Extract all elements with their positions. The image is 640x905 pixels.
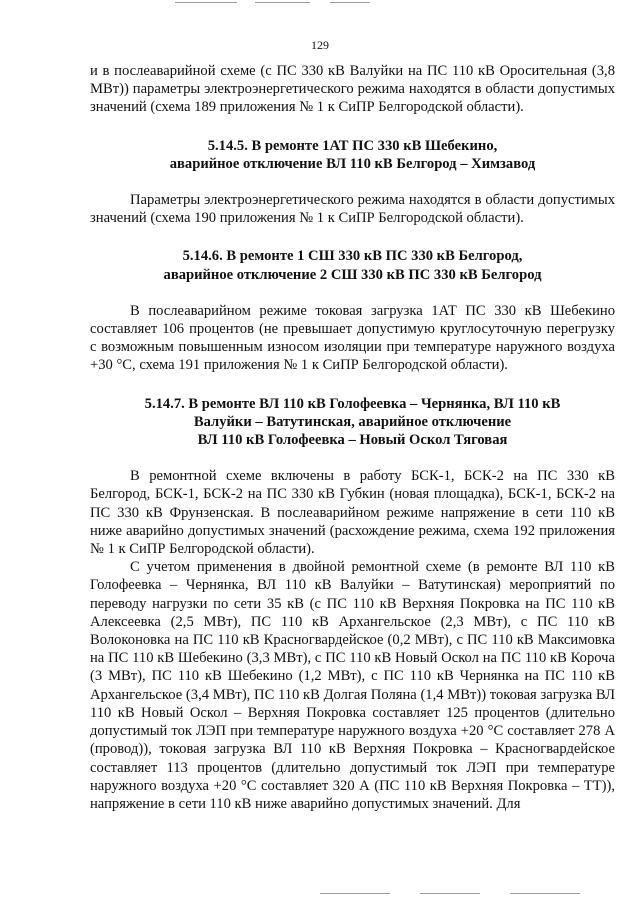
paragraph: С учетом применения в двойной ремонтной схеме (в ремонте ВЛ 110 кВ Голофеевка – Чернянка, ВЛ 110 кВ Валуйки – Ватутинская) мероприятий по переводу нагрузки по сети 35 кВ (с ПС 110 кВ Верхняя Покровка на ПС 110 кВ Алексеевка (2,5 МВт), ПС 110 кВ Архангельское (2,3 МВт), с ПС 110 кВ Волоконовка на ПС 110 кВ Красногвардейское (0,2 МВт), с ПС 110 кВ Максимовка на ПС 110 кВ Шебекино (3,3 МВт), с ПС 110 кВ Новый Оскол на ПС 110 кВ Короча (3 МВт), ПС 110 кВ Шебекино (1,2 МВт), с ПС 110 кВ Чернянка на ПС 110 кВ Архангельское (3,4 МВт), ПС 110 кВ Долгая Поляна (1,4 МВт)) токовая загрузка ВЛ 110 кВ Новый Оскол – Верхняя Покровка составляет 125 процентов (длительно допустимый ток ЛЭП при температуре наружного воздуха +20 °С составляет 278 А (провод)), токовая загрузка ВЛ 110 кВ Верхняя Покровка – Красногвардейское составляет 113 процентов (длительно допустимый ток ЛЭП при температуре наружного воздуха +20 °С составляет 320 А (ПС 110 кВ Верхняя Покровка – ТТ)), напряжение в сети 110 кВ ниже аварийно допустимых значений. Для xyxy=(90,559,615,812)
paragraph: В ремонтной схеме включены в работу БСК-1, БСК-2 на ПС 330 кВ Белгород, БСК-1, БСК-2 на ПС 330 кВ Губкин (новая площадка), БСК-1, БСК-2 на ПС 330 кВ Фрунзенская. В послеаварийном режиме напряжение в сети 110 кВ ниже аварийно допустимых значений (расхождение режима, схема 192 приложения № 1 к СиПР Белгородской области). xyxy=(90,468,615,558)
heading-line: 5.14.5. В ремонте 1АТ ПС 330 кВ Шебекино, xyxy=(207,137,498,154)
heading-line: аварийное отключение 2 СШ 330 кВ ПС 330 кВ Белгород xyxy=(163,266,542,283)
top-scan-line xyxy=(175,2,237,3)
paragraph: В послеаварийном режиме токовая загрузка 1АТ ПС 330 кВ Шебекино составляет 106 процентов (не превышает допустимую круглосуточную перегрузку с возможным повышенным износом изоляции при температуре наружного воздуха +30 °С, схема 191 приложения № 1 к СиПР Белгородской области). xyxy=(90,302,615,374)
bottom-scan-line xyxy=(420,893,480,894)
paragraph: и в послеаварийной схеме (с ПС 330 кВ Валуйки на ПС 110 кВ Оросительная (3,8 МВт)) параметры электроэнергетического режима находятся в области допустимых значений (схема 189 приложения № 1 к СиПР Белгородской области). xyxy=(90,63,615,116)
section-heading xyxy=(90,247,615,283)
heading-line: Валуйки – Ватутинская, аварийное отключение xyxy=(193,413,512,430)
page-number: 129 xyxy=(311,38,329,52)
top-scan-line xyxy=(255,2,310,3)
heading-line: ВЛ 110 кВ Голофеевка – Новый Оскол Тяговая xyxy=(197,432,508,449)
document-body xyxy=(90,62,615,813)
paragraph: Параметры электроэнергетического режима находятся в области допустимых значений (схема 190 приложения № 1 к СиПР Белгородской области). xyxy=(90,192,615,227)
heading-line: 5.14.6. В ремонте 1 СШ 330 кВ ПС 330 кВ Белгород, xyxy=(182,248,523,265)
heading-line: 5.14.7. В ремонте ВЛ 110 кВ Голофеевка – Чернянка, ВЛ 110 кВ xyxy=(144,395,561,412)
section-heading xyxy=(90,137,615,173)
bottom-scan-line xyxy=(510,893,580,894)
section-heading xyxy=(90,395,615,450)
bottom-scan-line xyxy=(320,893,390,894)
top-scan-line xyxy=(330,2,370,3)
heading-line: аварийное отключение ВЛ 110 кВ Белгород – Химзавод xyxy=(169,155,536,172)
